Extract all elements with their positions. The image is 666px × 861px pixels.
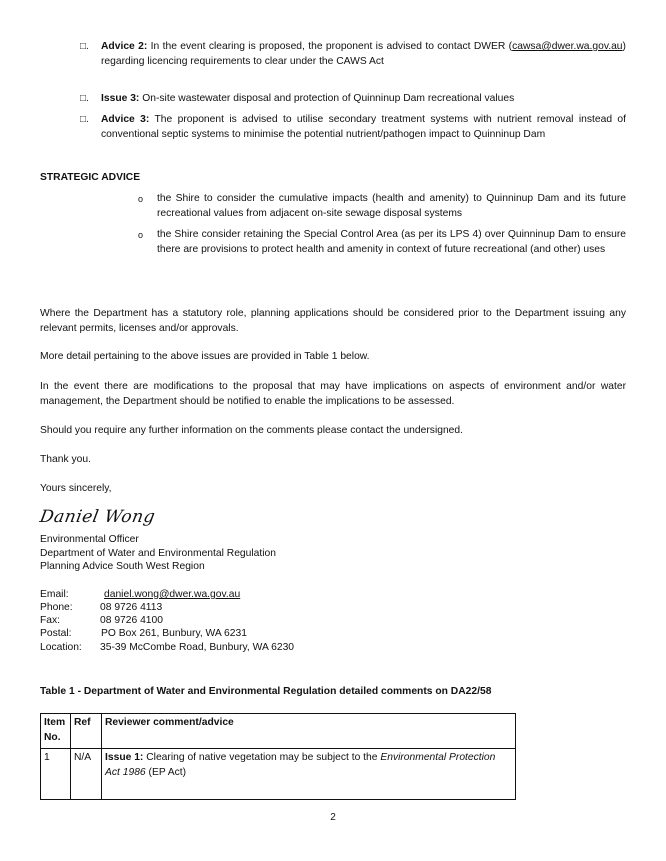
thank-you-text: Thank you. xyxy=(40,454,91,465)
table-header-row xyxy=(41,714,516,749)
modifications-paragraph: In the event there are modifications to the proposal that may have implications on aspects of environment and/or water management, the Department should be notified to enable the implications to be assessed. xyxy=(40,381,626,407)
strategic-advice-item: the Shire consider retaining the Special Control Area (as per its LPS 4) over Quinninup Dam to ensure there are provisions to protect health and amenity in context of future recreational (and other) uses xyxy=(157,229,626,255)
act-title: Environmental Protection Act 1986 xyxy=(105,752,496,778)
bullet-box-icon: □. xyxy=(80,41,89,52)
closing-text: Yours sincerely, xyxy=(40,483,112,494)
postal-value: PO Box 261, Bunbury, WA 6231 xyxy=(101,628,247,639)
issue-1-label: Issue 1: xyxy=(105,752,144,763)
advice-3: Advice 3: The proponent is advised to utilise secondary treatment systems with nutrient removal instead of conventional septic systems to minimise the potential nutrient/pathogen impact to Quinninup Dam xyxy=(101,114,626,140)
email-link[interactable]: daniel.wong@dwer.wa.gov.au xyxy=(104,589,241,600)
dwer-email-link[interactable]: cawsa@dwer.wa.gov.au xyxy=(512,41,623,52)
table-reference-paragraph: More detail pertaining to the above issues are provided in Table 1 below. xyxy=(40,351,370,362)
phone-value: 08 9726 4113 xyxy=(100,602,163,613)
email-label: Email: xyxy=(40,589,69,600)
postal-label: Postal: xyxy=(40,628,72,639)
item-no-header: Item No. xyxy=(41,714,71,749)
location-value: 35-39 McCombe Road, Bunbury, WA 6230 xyxy=(100,642,295,653)
advice-3-label: Advice 3: xyxy=(101,114,150,125)
table-row xyxy=(41,749,516,800)
ref-header: Ref xyxy=(71,714,102,749)
handwritten-signature: Daniel Wong xyxy=(38,507,157,527)
bullet-box-icon: □. xyxy=(80,93,89,104)
location-label: Location: xyxy=(40,642,82,653)
signature-block xyxy=(40,533,276,574)
circle-bullet-icon: o xyxy=(138,194,144,204)
fax-label: Fax: xyxy=(40,615,61,626)
signatory-department: Department of Water and Environmental Regulation xyxy=(40,547,276,559)
phone-label: Phone: xyxy=(40,602,73,613)
comment-header: Reviewer comment/advice xyxy=(102,714,516,749)
comments-table xyxy=(40,713,516,800)
ref-cell: N/A xyxy=(71,749,102,800)
strategic-advice-item: the Shire to consider the cumulative impacts (health and amenity) to Quinninup Dam and its future recreational values from adjacent on-site sewage disposal systems xyxy=(157,193,626,219)
statutory-role-paragraph: Where the Department has a statutory role, planning applications should be considered prior to the Department issuing any relevant permits, licenses and/or approvals. xyxy=(40,308,626,334)
signatory-title: Environmental Officer xyxy=(40,534,139,545)
page-number: 2 xyxy=(330,812,336,823)
comment-cell: Issue 1: Clearing of native vegetation may be subject to the Environmental Protection Act 1986 (EP Act) xyxy=(102,749,516,800)
item-cell: 1 xyxy=(41,749,71,800)
advice-2-label: Advice 2: xyxy=(101,41,148,52)
signatory-unit: Planning Advice South West Region xyxy=(40,561,205,572)
bullet-box-icon: □. xyxy=(80,114,89,125)
table-caption: Table 1 - Department of Water and Environmental Regulation detailed comments on DA22/58 xyxy=(40,686,492,697)
fax-value: 08 9726 4100 xyxy=(100,615,163,626)
further-information-paragraph: Should you require any further information on the comments please contact the undersigned. xyxy=(40,425,463,436)
issue-3: Issue 3: On-site wastewater disposal and protection of Quinninup Dam recreational values xyxy=(101,93,515,104)
issue-3-label: Issue 3: xyxy=(101,93,140,104)
advice-2: Advice 2: In the event clearing is proposed, the proponent is advised to contact DWER (cawsa@dwer.wa.gov.au) regarding licencing requirements to clear under the CAWS Act xyxy=(101,41,626,67)
circle-bullet-icon: o xyxy=(138,230,144,240)
strategic-advice-heading: STRATEGIC ADVICE xyxy=(40,172,141,183)
